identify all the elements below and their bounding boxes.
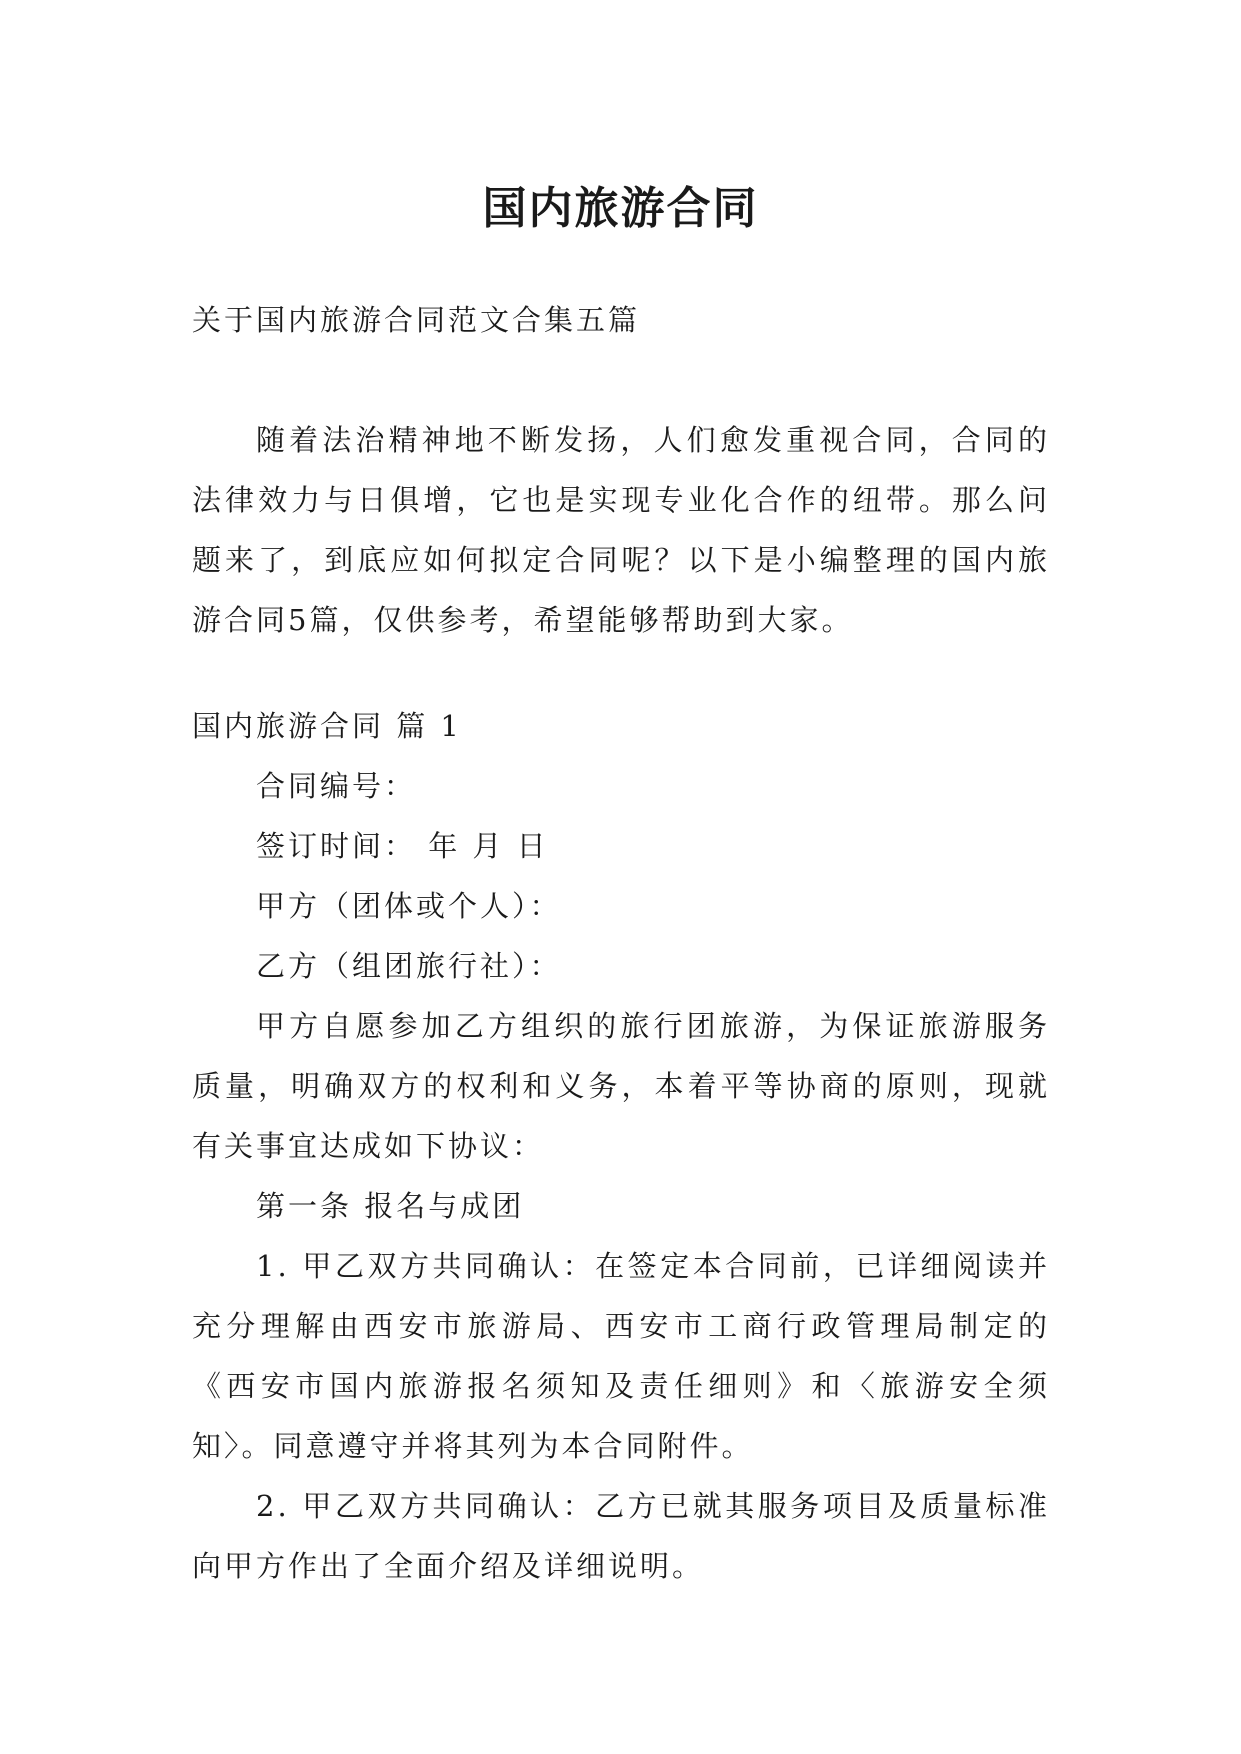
party-b-field: 乙方（组团旅行社）： (256, 949, 562, 983)
section-heading: 国内旅游合同 篇 1 (192, 709, 462, 743)
contract-number-field: 合同编号： (256, 769, 417, 803)
document-title: 国内旅游合同 (482, 183, 759, 235)
clause-1-paragraph: 1. 甲乙双方共同确认：在签定本合同前，已详细阅读并充分理解由西安市旅游局、西安市工商行政管理局制定的《西安市国内旅游报名须知及责任细则》和〈旅游安全须知〉。同意遵守并将其列为本合同附件。 (192, 1249, 1050, 1463)
party-a-field: 甲方（团体或个人）： (256, 889, 562, 923)
contract-section (192, 696, 1050, 1596)
sign-date-field: 签订时间： 年 月 日 (256, 829, 549, 863)
article-1-heading: 第一条 报名与成团 (256, 1189, 525, 1223)
intro-paragraph: 随着法治精神地不断发扬，人们愈发重视合同，合同的法律效力与日俱增，它也是实现专业化合作的纽带。那么问题来了，到底应如何拟定合同呢？以下是小编整理的国内旅游合同5篇，仅供参考，希望能够帮助到大家。 (192, 423, 1050, 637)
clause-2-paragraph: 2. 甲乙双方共同确认：乙方已就其服务项目及质量标准向甲方作出了全面介绍及详细说明。 (192, 1489, 1050, 1583)
document-subtitle: 关于国内旅游合同范文合集五篇 (192, 303, 641, 337)
preamble-paragraph: 甲方自愿参加乙方组织的旅行团旅游，为保证旅游服务质量，明确双方的权利和义务，本着平等协商的原则，现就有关事宜达成如下协议： (192, 1009, 1050, 1163)
